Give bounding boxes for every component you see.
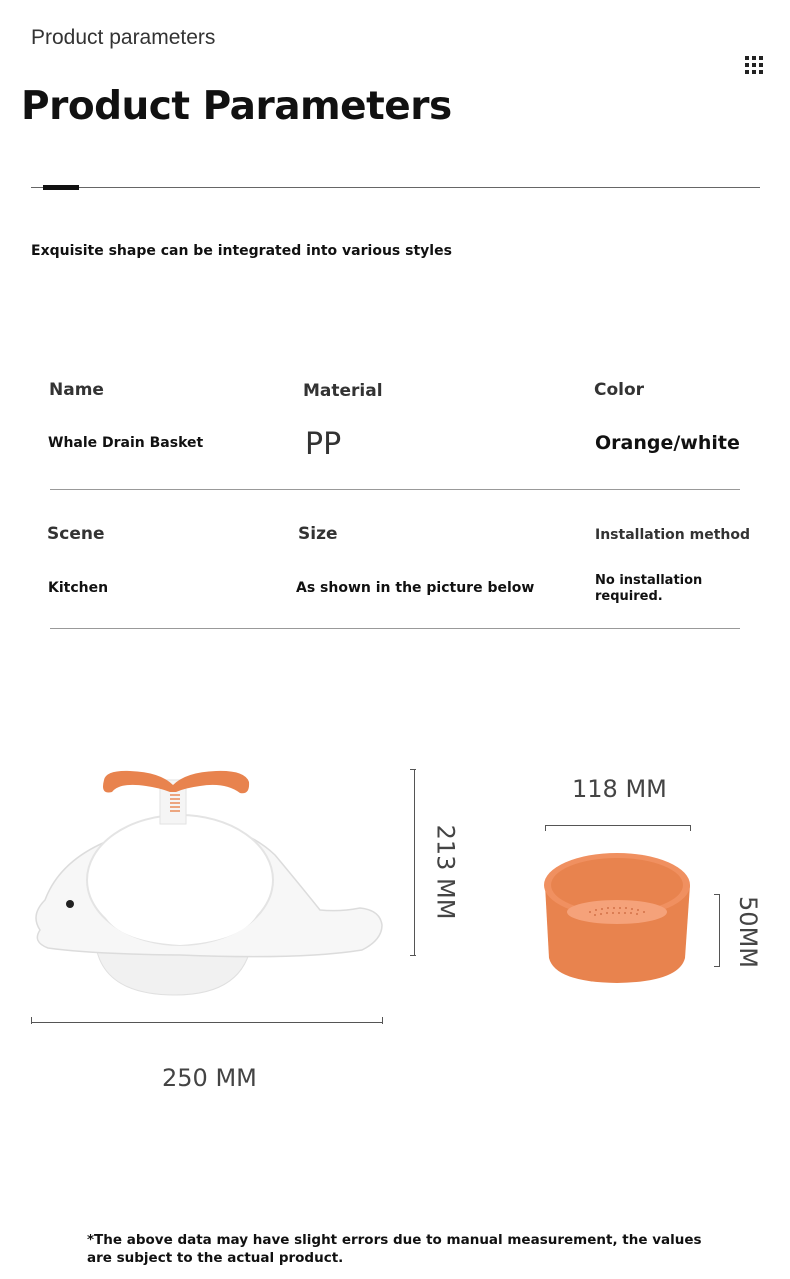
whale-height-label: 213 MM bbox=[431, 824, 460, 920]
basket-width-label: 118 MM bbox=[572, 775, 667, 803]
color-value: Orange/white bbox=[595, 432, 740, 454]
whale-height-line bbox=[414, 769, 415, 956]
name-value: Whale Drain Basket bbox=[48, 435, 204, 451]
basket-width-line bbox=[545, 825, 691, 826]
whale-width-tick-left bbox=[31, 1017, 32, 1024]
size-label: Size bbox=[298, 524, 338, 544]
scene-value: Kitchen bbox=[48, 580, 109, 596]
page-top-label: Product parameters bbox=[31, 26, 216, 49]
basket-height-label: 50MM bbox=[733, 896, 762, 968]
name-label: Name bbox=[49, 380, 104, 400]
whale-width-line bbox=[31, 1022, 383, 1023]
tagline: Exquisite shape can be integrated into various styles bbox=[31, 243, 452, 259]
material-label: Material bbox=[303, 381, 383, 401]
install-value: No installation required. bbox=[595, 573, 703, 604]
basket-height-tick-top bbox=[714, 894, 720, 895]
basket-height-tick-bottom bbox=[714, 966, 720, 967]
orange-basket-image bbox=[535, 840, 700, 990]
page-title: Product Parameters bbox=[21, 84, 452, 129]
basket-width-tick-left bbox=[545, 825, 546, 831]
title-divider-accent bbox=[43, 185, 79, 190]
scene-label: Scene bbox=[47, 524, 105, 544]
whale-height-tick-bottom bbox=[410, 955, 416, 956]
menu-grid-icon[interactable] bbox=[745, 56, 763, 74]
measurement-footnote: *The above data may have slight errors due to manual measurement, the values are subject to the actual product. bbox=[87, 1232, 702, 1266]
whale-width-label: 250 MM bbox=[162, 1064, 257, 1092]
whale-width-tick-right bbox=[382, 1017, 383, 1024]
title-divider bbox=[31, 187, 760, 188]
table-separator-1 bbox=[50, 489, 740, 490]
size-value: As shown in the picture below bbox=[296, 580, 535, 596]
whale-height-tick-top bbox=[410, 769, 416, 770]
basket-width-tick-right bbox=[690, 825, 691, 831]
color-label: Color bbox=[594, 380, 645, 400]
basket-height-line bbox=[719, 894, 720, 967]
install-label: Installation method bbox=[595, 527, 751, 543]
material-value: PP bbox=[305, 427, 342, 462]
table-separator-2 bbox=[50, 628, 740, 629]
